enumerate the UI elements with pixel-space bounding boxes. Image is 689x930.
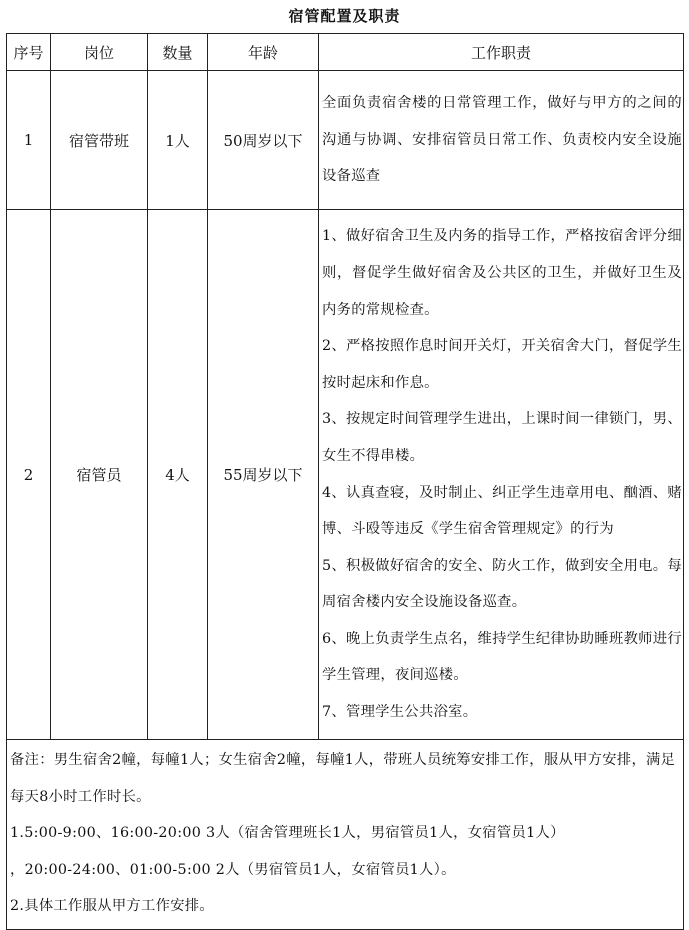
- staffing-table: [6, 33, 684, 930]
- duty-item: 1、做好宿舍卫生及内务的指导工作，严格按宿舍评分细则，督促学生做好宿舍及公共区的卫生，并做好卫生及内务的常规检查。: [322, 228, 682, 318]
- duty-item: 2、严格按照作息时间开关灯，开关宿舍大门，督促学生按时起床和作息。: [322, 338, 682, 391]
- row-post: 宿管带班: [51, 71, 148, 210]
- table-row: [7, 71, 684, 210]
- note-line: 1.5:00-9:00、16:00-20:00 3人（宿舍管理班长1人，男宿管员1人，女宿管员1人）: [10, 825, 565, 842]
- duty-item: 7、管理学生公共浴室。: [322, 704, 478, 721]
- header-post: 岗位: [51, 34, 148, 71]
- row-post: 宿管员: [51, 210, 148, 740]
- duty-item: 4、认真查寝，及时制止、纠正学生违章用电、酗酒、赌博、斗殴等违反《学生宿舍管理规定》的行为: [322, 484, 682, 538]
- notes-row: [7, 740, 684, 930]
- row-age: 55周岁以下: [208, 210, 319, 740]
- notes-cell: [7, 740, 684, 930]
- header-seq: 序号: [7, 34, 51, 71]
- document-title: 宿管配置及职责: [288, 7, 401, 25]
- header-age: 年龄: [208, 34, 319, 71]
- row-duty: [319, 210, 684, 740]
- duty-item: 5、积极做好宿舍的安全、防火工作，做到安全用电。每周宿舍楼内安全设施设备巡查。: [322, 557, 682, 611]
- header-qty: 数量: [148, 34, 208, 71]
- row-seq: 1: [7, 71, 51, 210]
- row-duty: [319, 71, 684, 210]
- duty-item: 6、晚上负责学生点名，维持学生纪律协助睡班教师进行学生管理，夜间巡楼。: [322, 630, 682, 684]
- note-line: ，20:00-24:00、01:00-5:00 2人（男宿管员1人，女宿管员1人）。: [10, 861, 456, 878]
- duty-item: 3、按规定时间管理学生进出，上课时间一律锁门，男、女生不得串楼。: [322, 411, 682, 464]
- row-qty: 1人: [148, 71, 208, 210]
- row-seq: 2: [7, 210, 51, 740]
- header-duty: 工作职责: [319, 34, 684, 71]
- table-row: [7, 210, 684, 740]
- duty-text: 全面负责宿舍楼的日常管理工作，做好与甲方的之间的沟通与协调、安排宿管员日常工作、负责校内安全设施设备巡查: [322, 95, 682, 185]
- row-qty: 4人: [148, 210, 208, 740]
- note-line: 2.具体工作服从甲方工作安排。: [10, 898, 214, 915]
- header-row: [7, 34, 684, 71]
- row-age: 50周岁以下: [208, 71, 319, 210]
- note-line: 备注：男生宿舍2幢，每幢1人；女生宿舍2幢，每幢1人，带班人员统筹安排工作，服从甲方安排，满足每天8小时工作时长。: [10, 752, 676, 805]
